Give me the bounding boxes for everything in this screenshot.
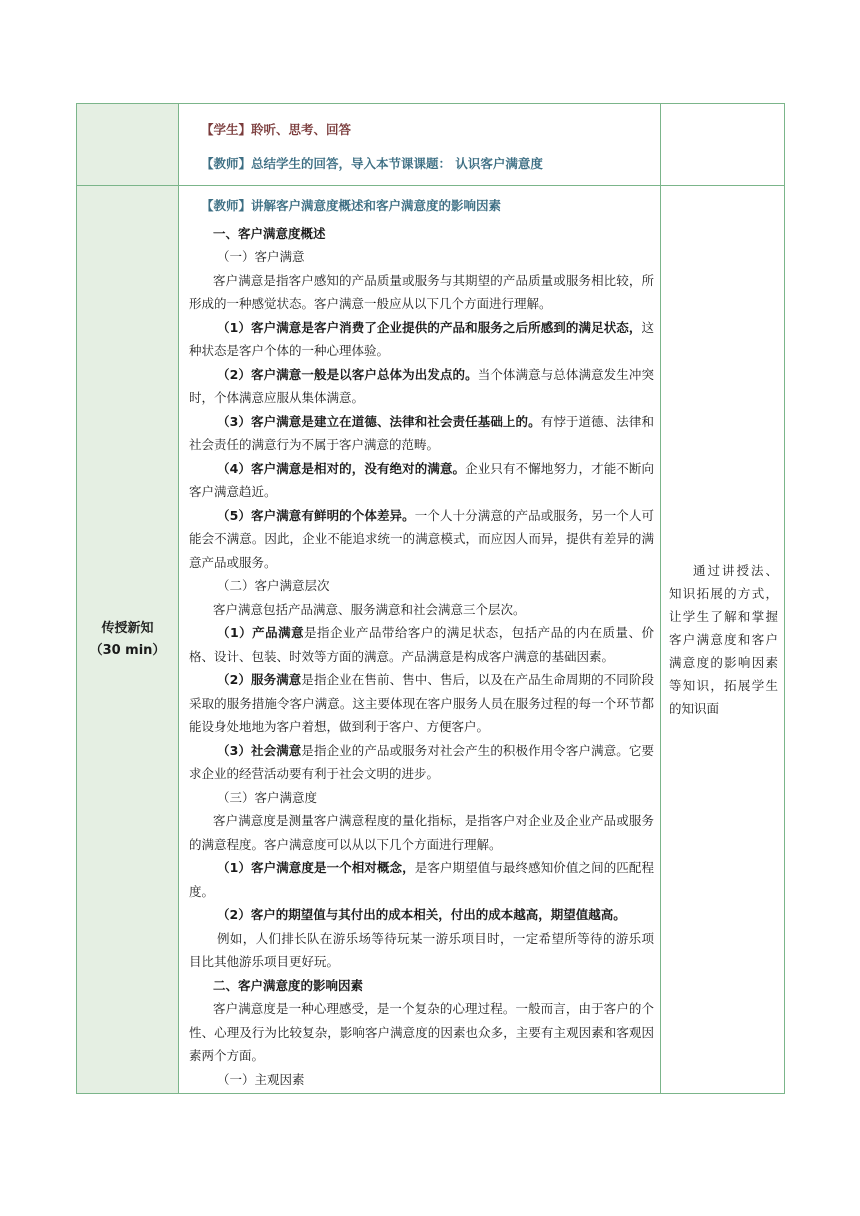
example-text: 例如，人们排长队在游乐场等待玩某一游乐项目时，一定希望所等待的游乐项目比其他游乐项目更好玩。	[189, 930, 654, 969]
lesson-plan-table	[76, 103, 785, 1094]
point-1-5: （5）客户满意有鲜明的个体差异。一个人十分满意的产品或服务，另一个人可能会不满意。因此，企业不能追求统一的满意模式，而应因人而异，提供有差异的满意产品或服务。	[189, 507, 654, 570]
teacher-tag: 【教师】	[201, 198, 252, 213]
sub1-title: （一）客户满意	[217, 249, 305, 264]
point-2-1: （1）产品满意是指企业产品带给客户的满足状态，包括产品的内在质量、价格、设计、包装、时效等方面的满意。产品满意是构成客户满意的基础因素。	[189, 625, 654, 664]
teacher-text: 总结学生的回答，导入本节课课题： 认识客户满意度	[251, 155, 543, 171]
intro-line	[189, 194, 654, 218]
section2-title: 二、客户满意度的影响因素	[213, 977, 364, 993]
point-1-4: （4）客户满意是相对的，没有绝对的满意。企业只有不懈地努力，才能不断向客户满意趋近。	[189, 460, 654, 499]
table-row	[77, 186, 785, 1094]
sub2-text: 客户满意包括产品满意、服务满意和社会满意三个层次。	[213, 601, 526, 617]
sub3-text: 客户满意度是测量客户满意程度的量化指标，是指客户对企业及企业产品或服务的满意程度。客户满意度可以从以下几个方面进行理解。	[189, 813, 654, 852]
point-2-3: （3）社会满意是指企业的产品或服务对社会产生的积极作用令客户满意。它要求企业的经营活动要有利于社会文明的进步。	[189, 742, 654, 781]
sub2-title: （二）客户满意层次	[217, 578, 330, 593]
point-2-2: （2）服务满意是指企业在售前、售中、售后，以及在产品生命周期的不同阶段采取的服务措施令客户满意。这主要体现在客户服务人员在服务过程的每一个环节都能设身处地地为客户着想，做到利于客户、方便客户。	[189, 672, 654, 734]
point-3-1: （1）客户满意度是一个相对概念，是客户期望值与最终感知价值之间的匹配程度。	[189, 860, 654, 899]
table-row	[77, 104, 785, 186]
point-3-2: （2）客户的期望值与其付出的成本相关，付出的成本越高，期望值越高。	[217, 907, 626, 922]
student-tag: 【学生】	[201, 122, 252, 137]
activity-cell	[179, 104, 661, 186]
section2-text: 客户满意度是一种心理感受，是一个复杂的心理过程。一般而言，由于客户的个性、心理及行为比较复杂，影响客户满意度的因素也众多，主要有主观因素和客观因素两个方面。	[189, 1001, 654, 1063]
stage-cell-empty	[77, 104, 179, 186]
stage-time: （30 min）	[89, 642, 166, 658]
point-1-1: （1）客户满意是客户消费了企业提供的产品和服务之后所感到的满足状态，这种状态是客户个体的一种心理体验。	[189, 319, 654, 358]
point-1-2: （2）客户满意一般是以客户总体为出发点的。当个体满意与总体满意发生冲突时，个体满意应服从集体满意。	[189, 366, 654, 405]
sub3-title: （三）客户满意度	[217, 789, 318, 805]
intro-text: 讲解客户满意度概述和客户满意度的影响因素	[251, 198, 502, 213]
sub1-text: 客户满意是指客户感知的产品质量或服务与其期望的产品质量或服务相比较，所形成的一种感觉状态。客户满意一般应从以下几个方面进行理解。	[189, 272, 654, 311]
student-text: 聆听、思考、回答	[251, 122, 352, 137]
teacher-tag: 【教师】	[201, 155, 252, 171]
sub4-title: （一）主观因素	[217, 1071, 305, 1087]
activity-cell	[179, 186, 661, 1094]
note-cell	[661, 186, 785, 1094]
stage-cell	[77, 186, 179, 1094]
note-cell-empty	[661, 104, 785, 186]
student-line	[201, 118, 654, 142]
teaching-note: 通过讲授法、知识拓展的方式，让学生了解和掌握客户满意度和客户满意度的影响因素等知识，拓展学生的知识面	[669, 563, 778, 716]
section1-title: 一、客户满意度概述	[213, 225, 326, 241]
stage-name: 传授新知	[101, 620, 154, 636]
teacher-line	[201, 152, 654, 176]
point-1-3: （3）客户满意是建立在道德、法律和社会责任基础上的。有悖于道德、法律和社会责任的满意行为不属于客户满意的范畴。	[189, 413, 654, 452]
